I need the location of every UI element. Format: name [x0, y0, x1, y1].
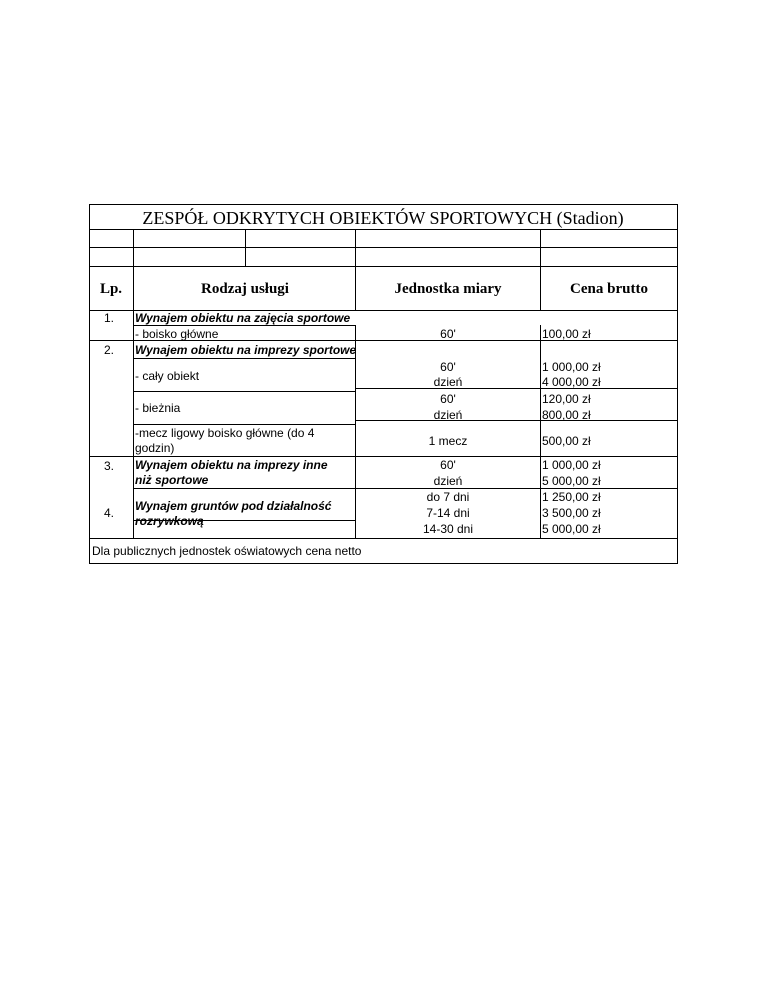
- price-4: 120,00 zł: [542, 392, 591, 406]
- service-2c-line2: godzin): [135, 441, 175, 455]
- price-11: 5 000,00 zł: [542, 522, 601, 536]
- price-7: 1 000,00 zł: [542, 458, 601, 472]
- price-5: 800,00 zł: [542, 408, 591, 422]
- lp-2: 2.: [104, 343, 115, 357]
- unit-7: 60': [440, 458, 456, 472]
- unit-3: dzień: [433, 375, 463, 389]
- unit-4: 60': [440, 392, 456, 406]
- price-1: 100,00 zł: [542, 327, 591, 341]
- unit-5: dzień: [433, 408, 463, 422]
- unit-11: 14-30 dni: [422, 522, 474, 536]
- unit-9: do 7 dni: [426, 490, 470, 504]
- service-4-line2: rozrywkową: [135, 514, 204, 528]
- unit-10: 7-14 dni: [426, 506, 470, 520]
- lp-3: 3.: [104, 459, 115, 473]
- service-4-line1: Wynajem gruntów pod działalność: [135, 499, 332, 513]
- unit-2: 60': [440, 360, 456, 374]
- header-price: Cena brutto: [570, 281, 648, 297]
- header-service: Rodzaj usługi: [201, 281, 289, 297]
- service-3-line1: Wynajem obiektu na imprezy inne: [135, 458, 328, 472]
- price-3: 4 000,00 zł: [542, 375, 601, 389]
- price-8: 5 000,00 zł: [542, 474, 601, 488]
- unit-6: 1 mecz: [428, 434, 468, 448]
- service-1a: - boisko główne: [135, 327, 219, 341]
- table-title: ZESPÓŁ ODKRYTYCH OBIEKTÓW SPORTOWYCH (Stadion): [142, 208, 624, 228]
- price-9: 1 250,00 zł: [542, 490, 601, 504]
- price-10: 3 500,00 zł: [542, 506, 601, 520]
- footer-note: Dla publicznych jednostek oświatowych cena netto: [92, 544, 362, 558]
- service-1: Wynajem obiektu na zajęcia sportowe: [135, 311, 351, 325]
- lp-4: 4.: [104, 506, 115, 520]
- service-2: Wynajem obiektu na imprezy sportowe: [135, 343, 357, 357]
- header-lp: Lp.: [99, 281, 123, 297]
- header-unit: Jednostka miary: [394, 281, 502, 297]
- service-2a: - cały obiekt: [135, 369, 200, 383]
- unit-8: dzień: [433, 474, 463, 488]
- service-3-line2: niż sportowe: [135, 473, 209, 487]
- service-2b: - bieżnia: [135, 401, 181, 415]
- lp-1: 1.: [104, 311, 115, 325]
- price-2: 1 000,00 zł: [542, 360, 601, 374]
- unit-1: 60': [440, 327, 456, 341]
- price-6: 500,00 zł: [542, 434, 591, 448]
- service-2c-line1: -mecz ligowy boisko główne (do 4: [135, 426, 315, 440]
